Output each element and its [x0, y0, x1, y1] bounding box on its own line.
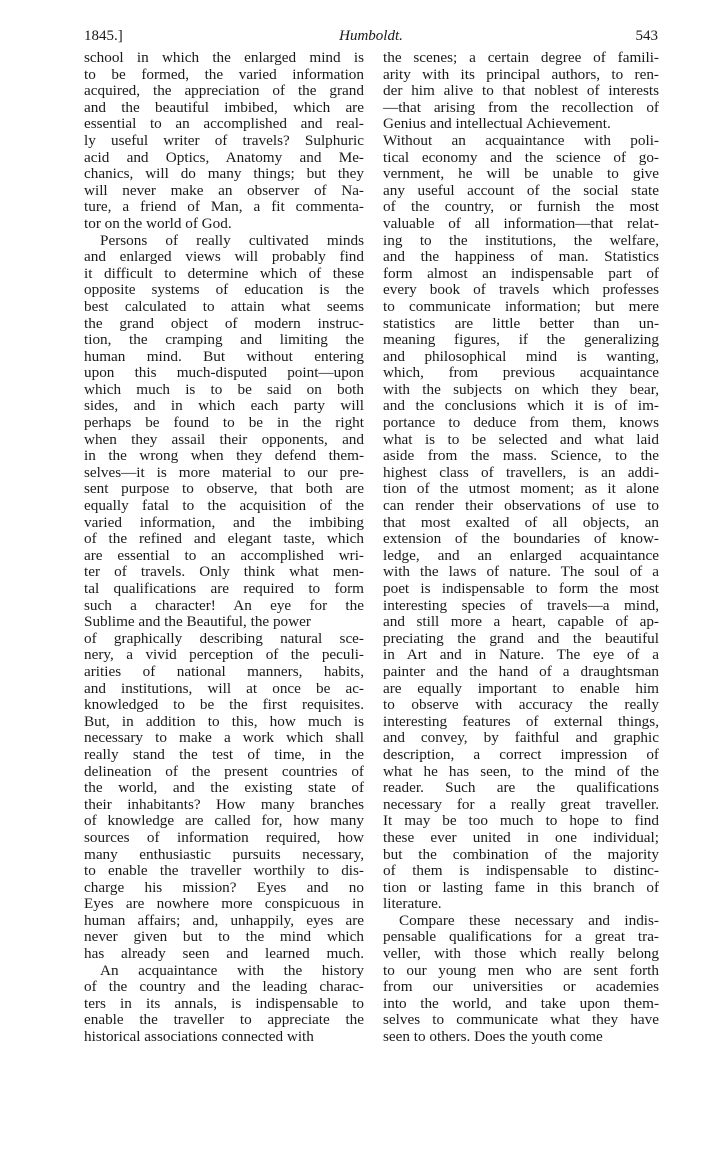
text-line: vernment, he will be unable to give — [383, 165, 659, 183]
text-line: Without an acquaintance with poli- — [383, 131, 659, 149]
text-line: from our universities or academies — [383, 978, 659, 996]
text-line: such a character! An eye for the — [84, 596, 364, 614]
right-column — [383, 50, 659, 1046]
text-line: An acquaintance with the history — [100, 961, 364, 979]
text-line: selves—it is more material to our pre- — [84, 463, 364, 481]
text-line: tal qualifications are required to form — [84, 580, 364, 597]
text-line: of them is indispensable to distinc- — [383, 862, 659, 880]
text-line: are essential to an accomplished wri- — [84, 546, 364, 564]
text-line: veller, with those which really belong — [383, 945, 659, 963]
text-line: essential to an accomplished and real- — [84, 115, 364, 133]
text-line: ing to the institutions, the welfare, — [383, 231, 659, 249]
text-line: in Art and in Nature. The eye of a — [383, 646, 659, 664]
text-line: enable the traveller to appreciate the — [84, 1011, 364, 1029]
text-line: what he has seen, to the mind of the — [383, 762, 659, 780]
text-line: and the happiness of man. Statistics — [383, 248, 659, 266]
text-line: these ever united in one individual; — [383, 828, 659, 846]
left-column — [84, 50, 364, 1046]
header-year: 1845.] — [84, 28, 123, 44]
text-line: pensable qualifications for a great tra- — [383, 928, 659, 946]
text-line: and convey, by faithful and graphic — [383, 729, 659, 747]
text-line: what is to be selected and what laid — [383, 430, 659, 448]
header-title: Humboldt. — [339, 28, 403, 44]
text-line: historical associations connected with — [84, 1028, 314, 1046]
text-line: charge his mission? Eyes and no — [84, 878, 364, 896]
text-line: tion, the cramping and limiting the — [84, 331, 364, 349]
text-line: der him alive to that noblest of interests — [383, 82, 659, 100]
text-line: of graphically describing natural sce- — [84, 629, 364, 647]
text-line: any useful account of the social state — [383, 181, 659, 199]
text-line: necessary to make a work which shall — [84, 729, 364, 747]
text-line: painter and the hand of a draughtsman — [383, 662, 659, 680]
text-line: with the subjects on which they bear, — [383, 380, 659, 398]
text-line: knowledged to be the first requisites. — [84, 696, 364, 714]
text-line: highest class of travellers, is an addi- — [383, 463, 659, 481]
text-line: perhaps be found to be in the right — [84, 414, 364, 432]
text-line: and still more a heart, capable of ap- — [383, 613, 659, 631]
text-line: Eyes are nowhere more conspicuous in — [84, 895, 364, 913]
text-line: has already seen and learned much. — [84, 945, 364, 963]
text-line: are equally important to enable him — [383, 679, 659, 697]
text-line: of the refined and elegant taste, which — [84, 530, 364, 548]
text-line: form almost an indispensable part of — [383, 264, 659, 282]
text-line: ledge, and an enlarged acquaintance — [383, 546, 659, 564]
text-line: aside from the mass. Science, to the — [383, 447, 659, 465]
text-line: with the laws of nature. The soul of a — [383, 563, 659, 581]
text-line: poet is indispensable to form the most — [383, 580, 659, 597]
text-line: interesting species of travels—a mind, — [383, 596, 659, 614]
text-line: It may be too much to hope to find — [383, 812, 659, 830]
text-line: extension of the boundaries of know- — [383, 530, 659, 548]
text-line: to communicate information; but mere — [383, 297, 659, 315]
text-line: ters in its annals, is indispensable to — [84, 994, 364, 1012]
text-line: seen to others. Does the youth come — [383, 1028, 603, 1046]
text-line: tor on the world of God. — [84, 214, 232, 232]
text-line: selves to communicate what they have — [383, 1011, 659, 1029]
text-line: many enthusiastic pursuits necessary, — [84, 845, 364, 863]
page-number: 543 — [635, 28, 658, 44]
text-line: literature. — [383, 895, 442, 913]
text-line: Compare these necessary and indis- — [399, 911, 659, 929]
text-line: equally fatal to the acquisition of the — [84, 497, 364, 515]
text-line: reader. Such are the qualifications — [383, 779, 659, 797]
text-line: when they assail their opponents, and — [84, 430, 364, 448]
text-line: acid and Optics, Anatomy and Me- — [84, 148, 364, 166]
text-line: necessary for a really great traveller. — [383, 795, 659, 813]
text-line: delineation of the present countries of — [84, 762, 364, 780]
text-line: of knowledge are called for, how many — [84, 812, 364, 830]
text-line: sent purpose to observe, that both are — [84, 480, 364, 498]
text-line: opposite systems of education is the — [84, 281, 364, 299]
text-line: upon this much-disputed point—upon — [84, 364, 364, 382]
text-line: arity with its principal authors, to ren- — [383, 65, 659, 83]
text-line: school in which the enlarged mind is — [84, 49, 364, 66]
text-line: nery, a vivid perception of the peculi- — [84, 646, 364, 664]
running-header — [84, 28, 658, 48]
text-line: tical economy and the science of go- — [383, 148, 659, 166]
text-line: of the country and the leading charac- — [84, 978, 364, 996]
text-line: and the conclusions which it is of im- — [383, 397, 659, 415]
text-line: acquired, the appreciation of the grand — [84, 82, 364, 100]
text-line: human affairs; and, unhappily, eyes are — [84, 911, 364, 929]
text-line: but the combination of the majority — [383, 845, 659, 863]
text-line: ly useful writer of travels? Sulphuric — [84, 131, 364, 149]
text-line: to our young men who are sent forth — [383, 961, 659, 979]
text-line: tion of the utmost moment; as it alone — [383, 480, 659, 498]
text-line: in the wrong when they defend them- — [84, 447, 364, 465]
text-line: meaning figures, if the generalizing — [383, 331, 659, 349]
text-line: their inhabitants? How many branches — [84, 795, 364, 813]
text-line: every book of travels which professes — [383, 281, 659, 299]
text-line: best calculated to attain what seems — [84, 297, 364, 315]
text-line: the scenes; a certain degree of famili- — [383, 49, 659, 66]
text-line: sources of information required, how — [84, 828, 364, 846]
text-line: ture, a friend of Man, a fit commenta- — [84, 198, 364, 216]
text-line: chanics, will do many things; but they — [84, 165, 364, 183]
text-line: can render their observations of use to — [383, 497, 659, 515]
text-line: description, a correct impression of — [383, 745, 659, 763]
text-line: and institutions, will at once be ac- — [84, 679, 364, 697]
text-line: of the country, or furnish the most — [383, 198, 659, 216]
text-line: which much is to be said on both — [84, 380, 364, 398]
text-line: and philosophical mind is wanting, — [383, 347, 659, 365]
text-line: into the world, and take upon them- — [383, 994, 659, 1012]
text-line: and enlarged views will probably find — [84, 248, 364, 266]
text-line: and the beautiful imbibed, which are — [84, 98, 364, 116]
text-line: it difficult to determine which of these — [84, 264, 364, 282]
text-line: But, in addition to this, how much is — [84, 712, 364, 730]
text-line: which, from previous acquaintance — [383, 364, 659, 382]
text-line: varied information, and the imbibing — [84, 513, 364, 531]
text-line: interesting features of external things, — [383, 712, 659, 730]
text-line: the world, and the existing state of — [84, 779, 364, 797]
text-line: the grand object of modern instruc- — [84, 314, 364, 332]
text-line: preciating the grand and the beautiful — [383, 629, 659, 647]
text-line: tion or lasting fame in this branch of — [383, 878, 659, 896]
text-line: to be formed, the varied information — [84, 65, 364, 83]
text-line: Genius and intellectual Achievement. — [383, 115, 611, 133]
text-line: really stand the test of time, in the — [84, 745, 364, 763]
text-line: —that arising from the recollection of — [383, 98, 659, 116]
text-line: Sublime and the Beautiful, the power — [84, 613, 311, 631]
text-line: ter of travels. Only think what men- — [84, 563, 364, 581]
text-line: to observe with accuracy the really — [383, 696, 659, 714]
text-line: portance to deduce from them, knows — [383, 414, 659, 432]
text-line: will never make an observer of Na- — [84, 181, 364, 199]
text-line: arities of national manners, habits, — [84, 662, 364, 680]
text-line: that most exalted of all objects, an — [383, 513, 659, 531]
text-line: sides, and in which each party will — [84, 397, 364, 415]
text-line: valuable of all information—that relat- — [383, 214, 659, 232]
text-line: statistics are little better than un- — [383, 314, 659, 332]
text-line: human mind. But without entering — [84, 347, 364, 365]
text-line: Persons of really cultivated minds — [100, 231, 364, 249]
text-line: never given but to the mind which — [84, 928, 364, 946]
text-line: to enable the traveller worthily to dis- — [84, 862, 364, 880]
